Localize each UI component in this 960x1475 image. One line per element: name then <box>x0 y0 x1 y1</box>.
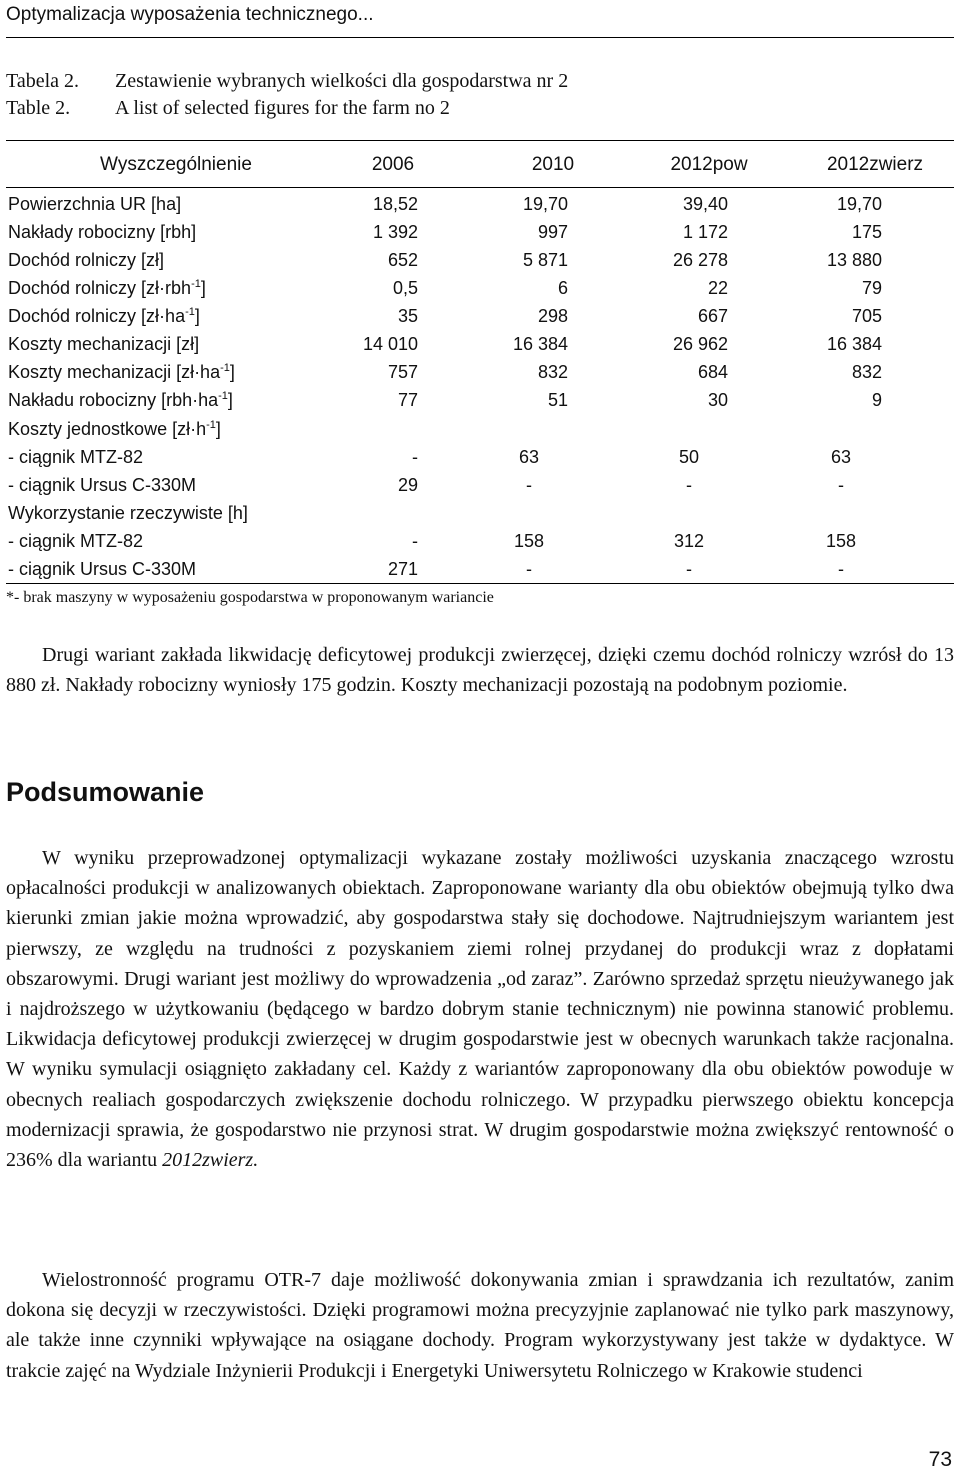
cell-2012pow: 39,40 <box>682 194 728 214</box>
cell-2012pow: 26 278 <box>672 250 728 270</box>
cell-2006: 652 <box>387 250 418 270</box>
cell-2012zwierz: 63 <box>830 447 852 467</box>
cell-2006: 18,52 <box>372 194 418 214</box>
caption-en-label: Table 2. <box>6 97 71 119</box>
cell-2010: - <box>526 475 532 495</box>
table-footnote: *- brak maszyny w wyposażeniu gospodarstwa w proponowanym wariancie <box>6 589 494 606</box>
cell-2012zwierz: 9 <box>871 390 882 410</box>
cell-2006: - <box>412 531 418 551</box>
cell-2012pow: 50 <box>678 447 700 467</box>
cell-2012zwierz: - <box>838 475 844 495</box>
cell-2010: 158 <box>513 531 545 551</box>
column-header-label: Wyszczególnienie <box>100 154 252 175</box>
row-label: Dochód rolniczy [zł·rbh$^{-1}$] <box>8 278 206 298</box>
row-label: Dochód rolniczy $[zł\cdot ha^{-1}]$ <box>8 306 200 326</box>
cell-2012pow: 1 172 <box>682 222 728 242</box>
column-header-2012zwierz: 2012zwierz <box>826 154 924 175</box>
cell-2006: - <box>412 447 418 467</box>
cell-2012zwierz: 19,70 <box>836 194 882 214</box>
cell-2010: 832 <box>537 362 568 382</box>
row-label: - ciągnik Ursus C-330M <box>8 559 197 579</box>
row-label: Nakładu robocizny $[rbh\cdot ha^{-1}]$ <box>8 390 233 410</box>
cell-2012pow: 312 <box>673 531 705 551</box>
cell-2012zwierz: 79 <box>861 278 882 298</box>
cell-2010: 51 <box>547 390 568 410</box>
cell-2012zwierz: - <box>838 559 844 579</box>
row-label: Dochód rolniczy [zł] <box>8 250 165 270</box>
cell-2012pow: 26 962 <box>672 334 728 354</box>
cell-2010: 5 871 <box>522 250 568 270</box>
cell-2006: 271 <box>387 559 418 579</box>
cell-2010: 6 <box>557 278 568 298</box>
cell-2012zwierz: 158 <box>825 531 857 551</box>
table-bottom-rule <box>6 583 954 584</box>
running-header: Optymalizacja wyposażenia technicznego... <box>6 4 374 25</box>
row-label: Wykorzystanie rzeczywiste [h] <box>8 503 248 523</box>
row-label: Koszty mechanizacji [zł] <box>8 334 200 354</box>
body-paragraph: Drugi wariant zakłada likwidację deficytowej produkcji zwierzęcej, dzięki czemu dochód rolniczy wzrósł do 13 880 zł. Nakłady robocizny wyniosły 175 godzin. Koszty mechanizacji pozostają na podobnym poziomie. <box>6 644 954 697</box>
page-number: 73 <box>928 1448 952 1471</box>
row-label: Koszty jednostkowe $[zł\cdot h^{-1}]$ <box>8 419 221 439</box>
row-label: - ciągnik MTZ-82 <box>8 531 144 551</box>
header-rule <box>6 37 954 38</box>
cell-2006: 757 <box>387 362 418 382</box>
column-header-2010: 2010 <box>531 154 575 175</box>
cell-2010: 63 <box>518 447 540 467</box>
row-label: - ciągnik MTZ-82 <box>8 447 144 467</box>
column-header-2012pow: 2012pow <box>670 154 748 175</box>
section-title: Podsumowanie <box>6 777 205 807</box>
cell-2012pow: - <box>686 559 692 579</box>
cell-2012zwierz: 705 <box>851 306 882 326</box>
caption-en-text: A list of selected figures for the farm no 2 <box>115 97 450 119</box>
cell-2010: - <box>526 559 532 579</box>
table-caption-en <box>6 97 450 120</box>
row-label: Powierzchnia UR [ha] <box>8 194 182 214</box>
cell-2012zwierz: 832 <box>851 362 882 382</box>
cell-2006: 77 <box>397 390 418 410</box>
cell-2012zwierz: 175 <box>851 222 882 242</box>
body-paragraph: W wyniku przeprowadzonej optymalizacji wykazane zostały możliwości uzyskania znaczącego wzrostu opłacalności produkcji w analizowanych obiektach. Zaproponowane warianty dla obu obiektów obejmują tylko dwa kierunki zmian jakie można wprowadzić, aby gospodarstwa stały się dochodowe. Najtrudniejszym wariantem jest pierwszy, ze względu na trudności z pozyskaniem ziemi rolnej przydanej do produkcji wraz z dopłatami obszarowymi. Drugi wariant jest możliwy do wprowadzenia „od zaraz”. Zarówno sprzedaż sprzętu nieużywanego jak i najdroższego w użytkowaniu (będącego w bardzo dobrym stanie technicznym) nie powinna stanowić problemu. Likwidacja deficytowej produkcji zwierzęcej w drugim gospodarstwie jest w obecnych warunkach także racjonalna. W wyniku symulacji osiągnięto zakładany cel. Każdy z wariantów zaproponowany dla obu obiektów powoduje w obecnych realiach gospodarczych zwiększenie dochodu rolniczego. W przypadku pierwszego obiektu koncepcja modernizacji sprawia, że gospodarstwo nie przynosi strat. W drugim gospodarstwie można zwiększyć rentowność o 236% dla wariantu 2012zwierz. <box>6 847 954 1172</box>
table-caption-pl <box>6 70 568 93</box>
caption-pl-text: Zestawienie wybranych wielkości dla gospodarstwa nr 2 <box>115 70 569 92</box>
table-top-rule <box>6 140 954 141</box>
row-label: - ciągnik Ursus C-330M <box>8 475 197 495</box>
cell-2006: 29 <box>397 475 418 495</box>
cell-2012pow: 22 <box>707 278 728 298</box>
cell-2012pow: - <box>686 475 692 495</box>
body-paragraph: Wielostronność programu OTR-7 daje możliwość dokonywania zmian i sprawdzania ich rezultatów, zanim dokona się decyzji w rzeczywistości. Dzięki programowi można precyzyjnie zaplanować nie tylko park maszynowy, ale także inne czynniki wpływające na osiągane dochody. Program wykorzystywany jest także w dydaktyce. W trakcie zajęć na Wydziale Inżynierii Produkcji i Energetyki Uniwersytetu Rolniczego w Krakowie studenci <box>6 1269 954 1382</box>
cell-2012pow: 667 <box>697 306 728 326</box>
row-label: Nakłady robocizny [rbh] <box>8 222 197 242</box>
column-header-2006: 2006 <box>371 154 415 175</box>
cell-2006: 35 <box>397 306 418 326</box>
table-header-rule <box>6 187 954 188</box>
cell-2010: 16 384 <box>512 334 568 354</box>
cell-2006: 14 010 <box>362 334 418 354</box>
cell-2012pow: 684 <box>697 362 728 382</box>
cell-2010: 997 <box>537 222 568 242</box>
cell-2012zwierz: 16 384 <box>826 334 882 354</box>
cell-2010: 298 <box>537 306 568 326</box>
row-label: Koszty mechanizacji $[zł\cdot ha^{-1}]$ <box>8 362 235 382</box>
cell-2010: 19,70 <box>522 194 568 214</box>
cell-2012pow: 30 <box>707 390 728 410</box>
caption-pl-label: Tabela 2. <box>6 70 80 92</box>
cell-2006: 1 392 <box>372 222 418 242</box>
cell-2006: 0,5 <box>392 278 418 298</box>
cell-2012zwierz: 13 880 <box>826 250 882 270</box>
